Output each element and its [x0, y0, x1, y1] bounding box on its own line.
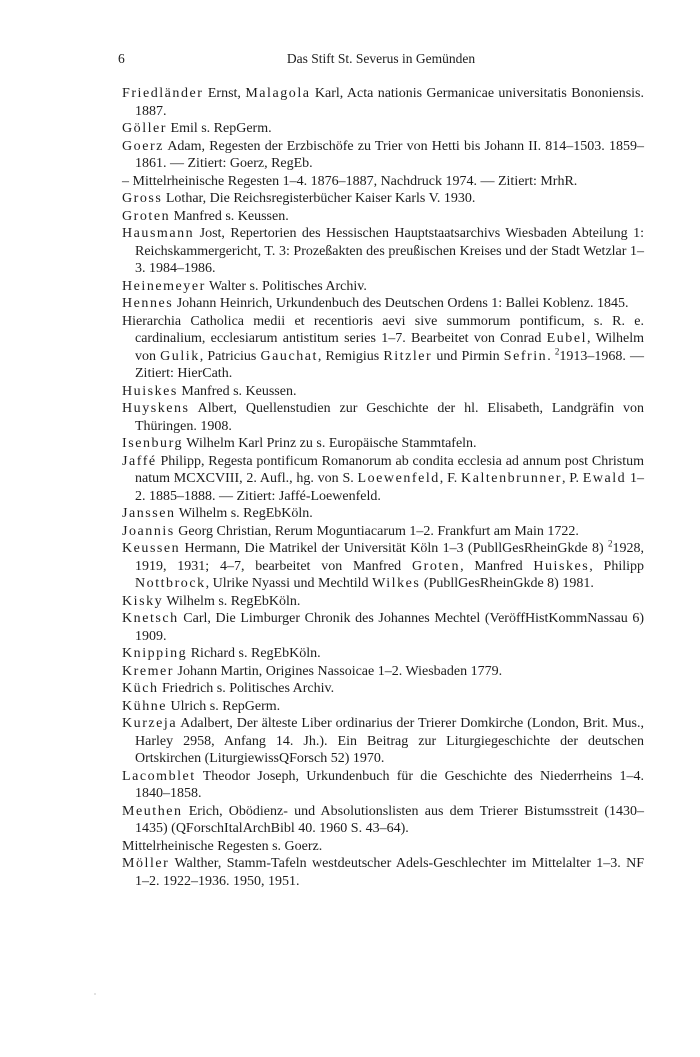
- entry-text: Manfred s. Keussen.: [177, 383, 297, 399]
- bibliography-entry: [122, 540, 644, 593]
- entry-author: Göller: [122, 121, 168, 136]
- entry-text: , Remigius: [317, 348, 384, 364]
- entry-text: Jost, Repertorien des Hessischen Hauptstaatsarchivs Wiesbaden Abteilung 1: Reichskammergericht, T. 3: Prozeßakten des preußischen Kreises und der Stadt Wetzlar 1–3. 1984–1986.: [135, 226, 644, 276]
- entry-author: Kühne: [122, 698, 168, 714]
- entry-text: , P.: [561, 471, 583, 486]
- page-header: [118, 51, 644, 71]
- entry-text: Johann Martin, Origines Nassoicae 1–2. Wiesbaden 1779.: [174, 663, 503, 679]
- entry-author: Kaltenbrunner: [461, 471, 562, 486]
- bibliography-entry: [122, 645, 644, 663]
- running-title: Das Stift St. Severus in Gemünden: [286, 51, 476, 66]
- bibliography-entry: [122, 295, 644, 313]
- bibliography-entry: [122, 173, 644, 191]
- entry-author: Gulik: [160, 348, 200, 364]
- bibliography-entry: [122, 278, 644, 296]
- entry-text: , F.: [439, 471, 462, 486]
- entry-text: Emil s. RepGerm.: [167, 121, 272, 136]
- bibliography-entry: [122, 593, 644, 611]
- entry-text: Mittelrheinische Regesten s. Goerz.: [122, 838, 323, 854]
- bibliography-entry: [122, 383, 644, 401]
- entry-text: 1–2. 1885–1888. — Zitiert: Jaffé-Loewenfeld.: [135, 471, 645, 504]
- bibliography-entry: [122, 803, 644, 838]
- entry-author: Lacomblet: [122, 768, 196, 784]
- entry-text: Walther, Stamm-Tafeln westdeutscher Adels-Geschlechter im Mittelalter 1–3. NF 1–2. 1922–1936. 1950, 1951.: [135, 856, 644, 889]
- entry-author: Goerz: [122, 138, 164, 154]
- entry-author: Sefrin: [503, 348, 548, 364]
- entry-author: Möller: [122, 856, 170, 871]
- entry-author: Hausmann: [122, 226, 195, 241]
- entry-text: Manfred s. Keussen.: [170, 208, 289, 224]
- scan-speck: [94, 993, 96, 995]
- entry-author: Isenburg: [122, 436, 184, 451]
- bibliography-list: [122, 85, 644, 890]
- edition-superscript: 2: [554, 345, 560, 356]
- bibliography-entry: [122, 768, 644, 803]
- entry-author: Wilkes: [372, 576, 421, 591]
- bibliography-entry: [122, 138, 644, 173]
- entry-text: , Wilhelm von: [135, 331, 644, 364]
- bibliography-entry: [122, 313, 644, 383]
- entry-text: und Pirmin: [432, 348, 504, 364]
- entry-author: Meuthen: [122, 803, 183, 819]
- entry-author: Kremer: [122, 663, 174, 679]
- entry-author: Groten: [411, 558, 461, 574]
- entry-author: Malagola: [245, 86, 311, 101]
- entry-author: Gross: [122, 191, 163, 206]
- entry-text: 1913–1968. — Zitiert: HierCath.: [135, 348, 645, 381]
- entry-author: Huiskes: [533, 558, 590, 574]
- entry-text: Richard s. RegEbKöln.: [187, 646, 321, 661]
- entry-text: Erich, Obödienz- und Absolutionslisten aus dem Trierer Bistumsstreit (1430–1435) (QForschItalArchBibl 40. 1960 S. 43–64).: [135, 803, 644, 836]
- entry-text: Philipp, Regesta pontificum Romanorum ab condita ecclesia ad annum post Christum natum MCXCVIII, 2. Aufl., hg. von S.: [135, 453, 644, 486]
- bibliography-entry: [122, 225, 644, 278]
- entry-author: Loewenfeld: [357, 471, 440, 486]
- entry-text: Lothar, Die Reichsregisterbücher Kaiser Karls V. 1930.: [162, 191, 476, 206]
- entry-author: Eubel: [546, 331, 588, 346]
- bibliography-entry: [122, 610, 644, 645]
- entry-text: Hierarchia Catholica medii et recentioris aevi sive summorum pontificum, s. R. e. cardinalium, ecclesiarum antistitum series 1–7. Bearbeitet von Conrad: [122, 313, 644, 346]
- entry-text: Ernst,: [203, 86, 246, 101]
- entry-author: Küch: [122, 681, 159, 696]
- entry-text: , Philipp: [589, 558, 644, 574]
- entry-text: Hermann, Die Matrikel der Universität Köln 1–3 (PubllGesRheinGkde 8): [180, 541, 608, 556]
- entry-author: Jaffé: [122, 453, 157, 469]
- bibliography-entry: [122, 505, 644, 523]
- entry-text: .: [547, 348, 555, 364]
- bibliography-entry: [122, 523, 644, 541]
- entry-author: Friedländer: [122, 86, 204, 101]
- entry-author: Keussen: [122, 541, 181, 556]
- entry-author: Huiskes: [122, 383, 178, 399]
- entry-text: Karl, Acta nationis Germanicae universitatis Bononiensis. 1887.: [135, 86, 644, 119]
- entry-author: Knetsch: [122, 611, 179, 626]
- entry-text: Johann Heinrich, Urkundenbuch des Deutschen Ordens 1: Ballei Koblenz. 1845.: [173, 296, 629, 311]
- entry-author: Ritzler: [383, 348, 433, 364]
- page-number: 6: [118, 51, 125, 66]
- edition-superscript: 2: [608, 538, 613, 549]
- entry-author: Huyskens: [122, 401, 190, 416]
- bibliography-entry: [122, 838, 644, 856]
- entry-text: – Mittelrheinische Regesten 1–4. 1876–1887, Nachdruck 1974. — Zitiert: MrhR.: [122, 173, 578, 189]
- entry-text: Adam, Regesten der Erzbischöfe zu Trier von Hetti bis Johann II. 814–1503. 1859–1861. — Zitiert: Goerz, RegEb.: [135, 138, 644, 171]
- bibliography-entry: [122, 190, 644, 208]
- entry-text: Adalbert, Der älteste Liber ordinarius der Trierer Domkirche (London, Brit. Mus., Harley 2958, Anfang 14. Jh.). Ein Beitrag zur Liturgiegeschichte der deutschen Ortskirchen (LiturgiewissQForsch 52) 1970.: [135, 716, 644, 766]
- bibliography-entry: [122, 680, 644, 698]
- bibliography-entry: [122, 435, 644, 453]
- entry-author: Janssen: [122, 506, 176, 521]
- entry-text: Carl, Die Limburger Chronik des Johannes Mechtel (VeröffHistKommNassau 6) 1909.: [135, 611, 644, 644]
- entry-text: , Manfred: [460, 558, 534, 574]
- entry-text: 1928, 1919, 1931; 4–7, bearbeitet von Manfred: [135, 541, 644, 574]
- entry-author: Knipping: [122, 646, 188, 661]
- entry-author: Joannis: [122, 523, 175, 539]
- entry-author: Gauchat: [260, 348, 318, 364]
- entry-text: Wilhelm Karl Prinz zu s. Europäische Stammtafeln.: [183, 436, 477, 451]
- entry-text: Ulrich s. RepGerm.: [167, 698, 281, 714]
- entry-author: Kisky: [122, 593, 164, 609]
- bibliography-entry: [122, 715, 644, 768]
- entry-text: Albert, Quellenstudien zur Geschichte der hl. Elisabeth, Landgräfin von Thüringen. 1908.: [135, 401, 644, 434]
- bibliography-entry: [122, 855, 644, 890]
- entry-author: Kurzeja: [122, 716, 178, 731]
- bibliography-entry: [122, 85, 644, 120]
- entry-author: Ewald: [582, 471, 627, 486]
- bibliography-entry: [122, 208, 644, 226]
- entry-text: Wilhelm s. RegEbKöln.: [175, 506, 313, 521]
- bibliography-entry: [122, 453, 644, 506]
- entry-author: Heinemeyer: [122, 278, 206, 294]
- entry-text: (PubllGesRheinGkde 8) 1981.: [420, 576, 594, 591]
- bibliography-entry: [122, 120, 644, 138]
- bibliography-entry: [122, 663, 644, 681]
- entry-text: Georg Christian, Rerum Moguntiacarum 1–2. Frankfurt am Main 1722.: [174, 523, 579, 539]
- bibliography-entry: [122, 698, 644, 716]
- entry-text: , Ulrike Nyassi und Mechtild: [205, 576, 373, 591]
- bibliography-entry: [122, 400, 644, 435]
- entry-text: Walter s. Politisches Archiv.: [205, 278, 367, 294]
- entry-text: , Patricius: [199, 348, 261, 364]
- entry-text: Friedrich s. Politisches Archiv.: [158, 681, 335, 696]
- entry-author: Nottbrock: [135, 576, 206, 591]
- entry-text: Theodor Joseph, Urkundenbuch für die Geschichte des Niederrheins 1–4. 1840–1858.: [135, 768, 644, 801]
- entry-text: Wilhelm s. RegEbKöln.: [163, 593, 301, 609]
- entry-author: Hennes: [122, 296, 174, 311]
- entry-author: Groten: [122, 208, 171, 224]
